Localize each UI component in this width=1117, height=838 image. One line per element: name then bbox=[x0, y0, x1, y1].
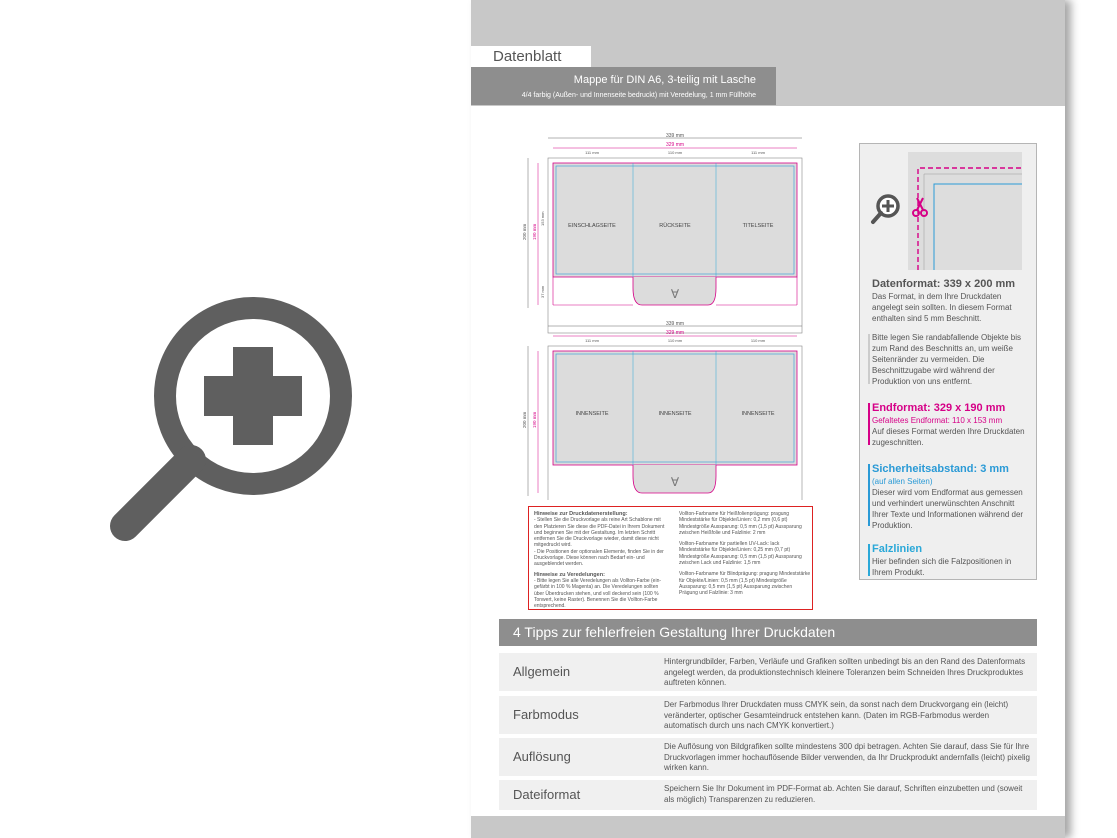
dim-height-outer: 200 mm bbox=[522, 223, 527, 240]
endformat-sub: Gefaltetes Endformat: 110 x 153 mm bbox=[872, 416, 1003, 425]
panel-innenseite-2: INNENSEITE bbox=[658, 411, 692, 417]
tip-text: Der Farbmodus Ihrer Druckdaten muss CMYK sein, da sonst nach dem Druckvorgang ein (leicht) veränderter, optischer Gesamteindruck entstehen kann. (Daten im RGB-Farbmodus werden automatisch durch uns nach CMYK konvertiert.) bbox=[664, 700, 1009, 730]
dim-height-inner-2: 190 mm bbox=[532, 411, 537, 428]
endformat-text: Auf dieses Format werden Ihre Druckdaten zugeschnitten. bbox=[872, 427, 1025, 447]
dim-inner-top: 329 mm bbox=[665, 142, 685, 148]
tip-text: Hintergrundbilder, Farben, Verläufe und Grafiken sollten unbedingt bis an den Rand des Datenformats angelegt werden, da produktionstechnisch kleinere Toleranzen beim Schneiden Ihres Druckproduktes auftreten können. bbox=[664, 657, 1026, 687]
tip-label: Dateiformat bbox=[513, 787, 581, 802]
outside-view bbox=[522, 133, 802, 333]
magnifier-icon[interactable] bbox=[870, 192, 902, 226]
subtitle-line-1: Mappe für DIN A6, 3-teilig mit Lasche bbox=[573, 74, 756, 86]
panel-einschlagseite: EINSCHLAGSEITE bbox=[568, 223, 616, 229]
notes-finish-3: Vollton-Farbname für Blindprägung: pragung Mindeststärke für Objekte/Linien: 0,5 mm (1,5 pt) Mindestgröße Aussparung: 0,5 mm (1,5 pt) Aussparung zwischen Prägung und Falzlinie: 3 mm bbox=[679, 571, 811, 597]
tip-row bbox=[499, 653, 1037, 691]
notes-finish-2: Vollton-Farbname für partiellen UV-Lack: lack Mindeststärke für Objekte/Linien: 0,25 mm (0,7 pt) Mindestgröße Aussparung: 0,5 mm (1,5 pt) Aussparung zwischen Lack und Falzlinie: 1,5 mm bbox=[679, 541, 802, 567]
product-subtitle bbox=[471, 67, 776, 105]
dim-height-outer-2: 200 mm bbox=[522, 411, 527, 428]
notes-heading-1: Hinweise zur Druckdatenerstellung: bbox=[534, 511, 628, 517]
sicherheitsabstand-text: Dieser wird vom Endformat aus gemessen und verhindert unerwünschten Anschnitt Ihrer Texte und Informationen während der Produktion. bbox=[872, 488, 1024, 530]
falzlinien-heading: Falzlinien bbox=[872, 543, 923, 555]
legend-falzlinien bbox=[872, 542, 1032, 578]
tip-row bbox=[499, 738, 1037, 776]
datenformat-heading: Datenformat: 339 x 200 mm bbox=[872, 278, 1016, 290]
tips-heading: 4 Tipps zur fehlerfreien Gestaltung Ihrer Druckdaten bbox=[499, 619, 1037, 646]
datenformat-text: Das Format, in dem Ihre Druckdaten angelegt sein sollten. In diesem Format enthalten sind 5 mm Beschnitt. bbox=[872, 292, 1012, 323]
dim-panel-3: 111 mm bbox=[751, 150, 765, 155]
dim-panel-2: 110 mm bbox=[667, 150, 683, 155]
zoom-in-icon[interactable] bbox=[105, 290, 355, 550]
scissors-icon bbox=[912, 196, 928, 218]
dim-total-bottom: 339 mm bbox=[665, 321, 685, 327]
beschnitt-text: Bitte legen Sie randabfallende Objekte bis zum Rand des Beschnitts an, um weiße Seitenränder zu vermeiden. Die Beschnittzugabe wird während der Produktion von uns entfernt. bbox=[872, 333, 1021, 386]
dim-inside-panel-3: 110 mm bbox=[750, 338, 766, 343]
dim-inner-bottom: 329 mm bbox=[665, 330, 685, 336]
svg-text:∀: ∀ bbox=[670, 287, 680, 301]
panel-rueckseite: RÜCKSEITE bbox=[659, 223, 691, 229]
tip-row bbox=[499, 696, 1037, 734]
panel-titelseite: TITELSEITE bbox=[742, 223, 774, 229]
notes-heading-2: Hinweise zu Veredelungen: bbox=[534, 571, 605, 578]
folder-template-diagram bbox=[520, 130, 810, 500]
inside-view bbox=[522, 321, 802, 500]
notes-text-3: - Bitte legen Sie alle Veredelungen als Vollton-Farbe (ein-gefärbt in 100 % Magenta) an. Die Veredelungen sollten über Überdrucken stehen, und voll deckend sein (100 % Tonwert, keine Raster). Benennen Sie die Vollton-Farbe entsprechend. bbox=[534, 577, 662, 610]
tip-text: Die Auflösung von Bildgrafiken sollte mindestens 300 dpi betragen. Achten Sie darauf, dass Sie für Ihre Druckvorlagen immer hochauflösende Bilder verwenden, da Ihr Druckprodukt andernfalls (leicht) pixelig wirken kann. bbox=[664, 742, 1030, 772]
subtitle-line-2: 4/4 farbig (Außen- und Innenseite bedruckt) mit Veredelung, 1 mm Füllhöhe bbox=[521, 92, 756, 99]
dim-panel-1: 111 mm bbox=[585, 150, 599, 155]
dim-height-inner: 190 mm bbox=[532, 223, 537, 240]
page-footer bbox=[471, 816, 1065, 838]
sicherheitsabstand-heading: Sicherheitsabstand: 3 mm bbox=[872, 463, 1009, 475]
dim-total-top: 339 mm bbox=[665, 133, 685, 139]
legend-sicherheitsabstand bbox=[872, 462, 1032, 531]
legend-endformat bbox=[872, 401, 1032, 448]
dim-height-flap: 37 mm bbox=[540, 285, 545, 298]
falzlinien-text: Hier befinden sich die Falzpositionen in Ihrem Produkt. bbox=[872, 557, 1012, 577]
dim-inside-panel-2: 110 mm bbox=[667, 338, 683, 343]
svg-text:∀: ∀ bbox=[670, 475, 680, 489]
panel-innenseite-1: INNENSEITE bbox=[575, 411, 609, 417]
dim-inside-panel-1: 111 mm bbox=[585, 338, 599, 343]
tip-text: Speichern Sie Ihr Dokument im PDF-Format ab. Achten Sie darauf, Schriften einzubetten und (soweit als möglich) Transparenzen zu reduzieren. bbox=[664, 784, 1023, 804]
tip-label: Auflösung bbox=[513, 749, 571, 764]
legend-panel bbox=[859, 143, 1037, 580]
notes-text-1: - Stellen Sie die Druckvorlage als reine Art Schablone mit den Platzieren Sie diese die PDF-Datei in Ihrem Dokument und beginnen Sie mit der Gestaltung. Im letzten Schritt entfernen Sie die Druckvorlage wieder, damit diese nicht mitgedruckt wird. bbox=[534, 517, 665, 549]
legend-beschnitt bbox=[872, 332, 1032, 387]
legend-datenformat bbox=[872, 277, 1032, 324]
print-notes-box bbox=[528, 506, 813, 610]
tip-label: Allgemein bbox=[513, 664, 571, 679]
endformat-heading: Endformat: 329 x 190 mm bbox=[872, 402, 1006, 414]
panel-innenseite-3: INNENSEITE bbox=[741, 411, 775, 417]
sicherheitsabstand-sub: (auf allen Seiten) bbox=[872, 477, 933, 486]
notes-finish-1: Vollton-Farbname für Heißfolienprägung: pragung Mindeststärke für Objekte/Linien: 0,2 mm (0,6 pt) Mindestgröße Aussparung: 0,5 mm (1,5 pt) Aussparung zwischen Heißfolie und Falzlinie: 2 mm bbox=[679, 511, 802, 536]
tip-label: Farbmodus bbox=[513, 707, 579, 722]
page-title: Datenblatt bbox=[471, 46, 591, 67]
notes-text-2: - Die Positionen der optionalen Elemente, finden Sie in der Druckvorlage. Diese können nach Bedarf ein- und ausgeblendet werden. bbox=[534, 548, 664, 568]
dim-height-panel: 153 mm bbox=[540, 211, 545, 226]
tip-row bbox=[499, 780, 1037, 810]
